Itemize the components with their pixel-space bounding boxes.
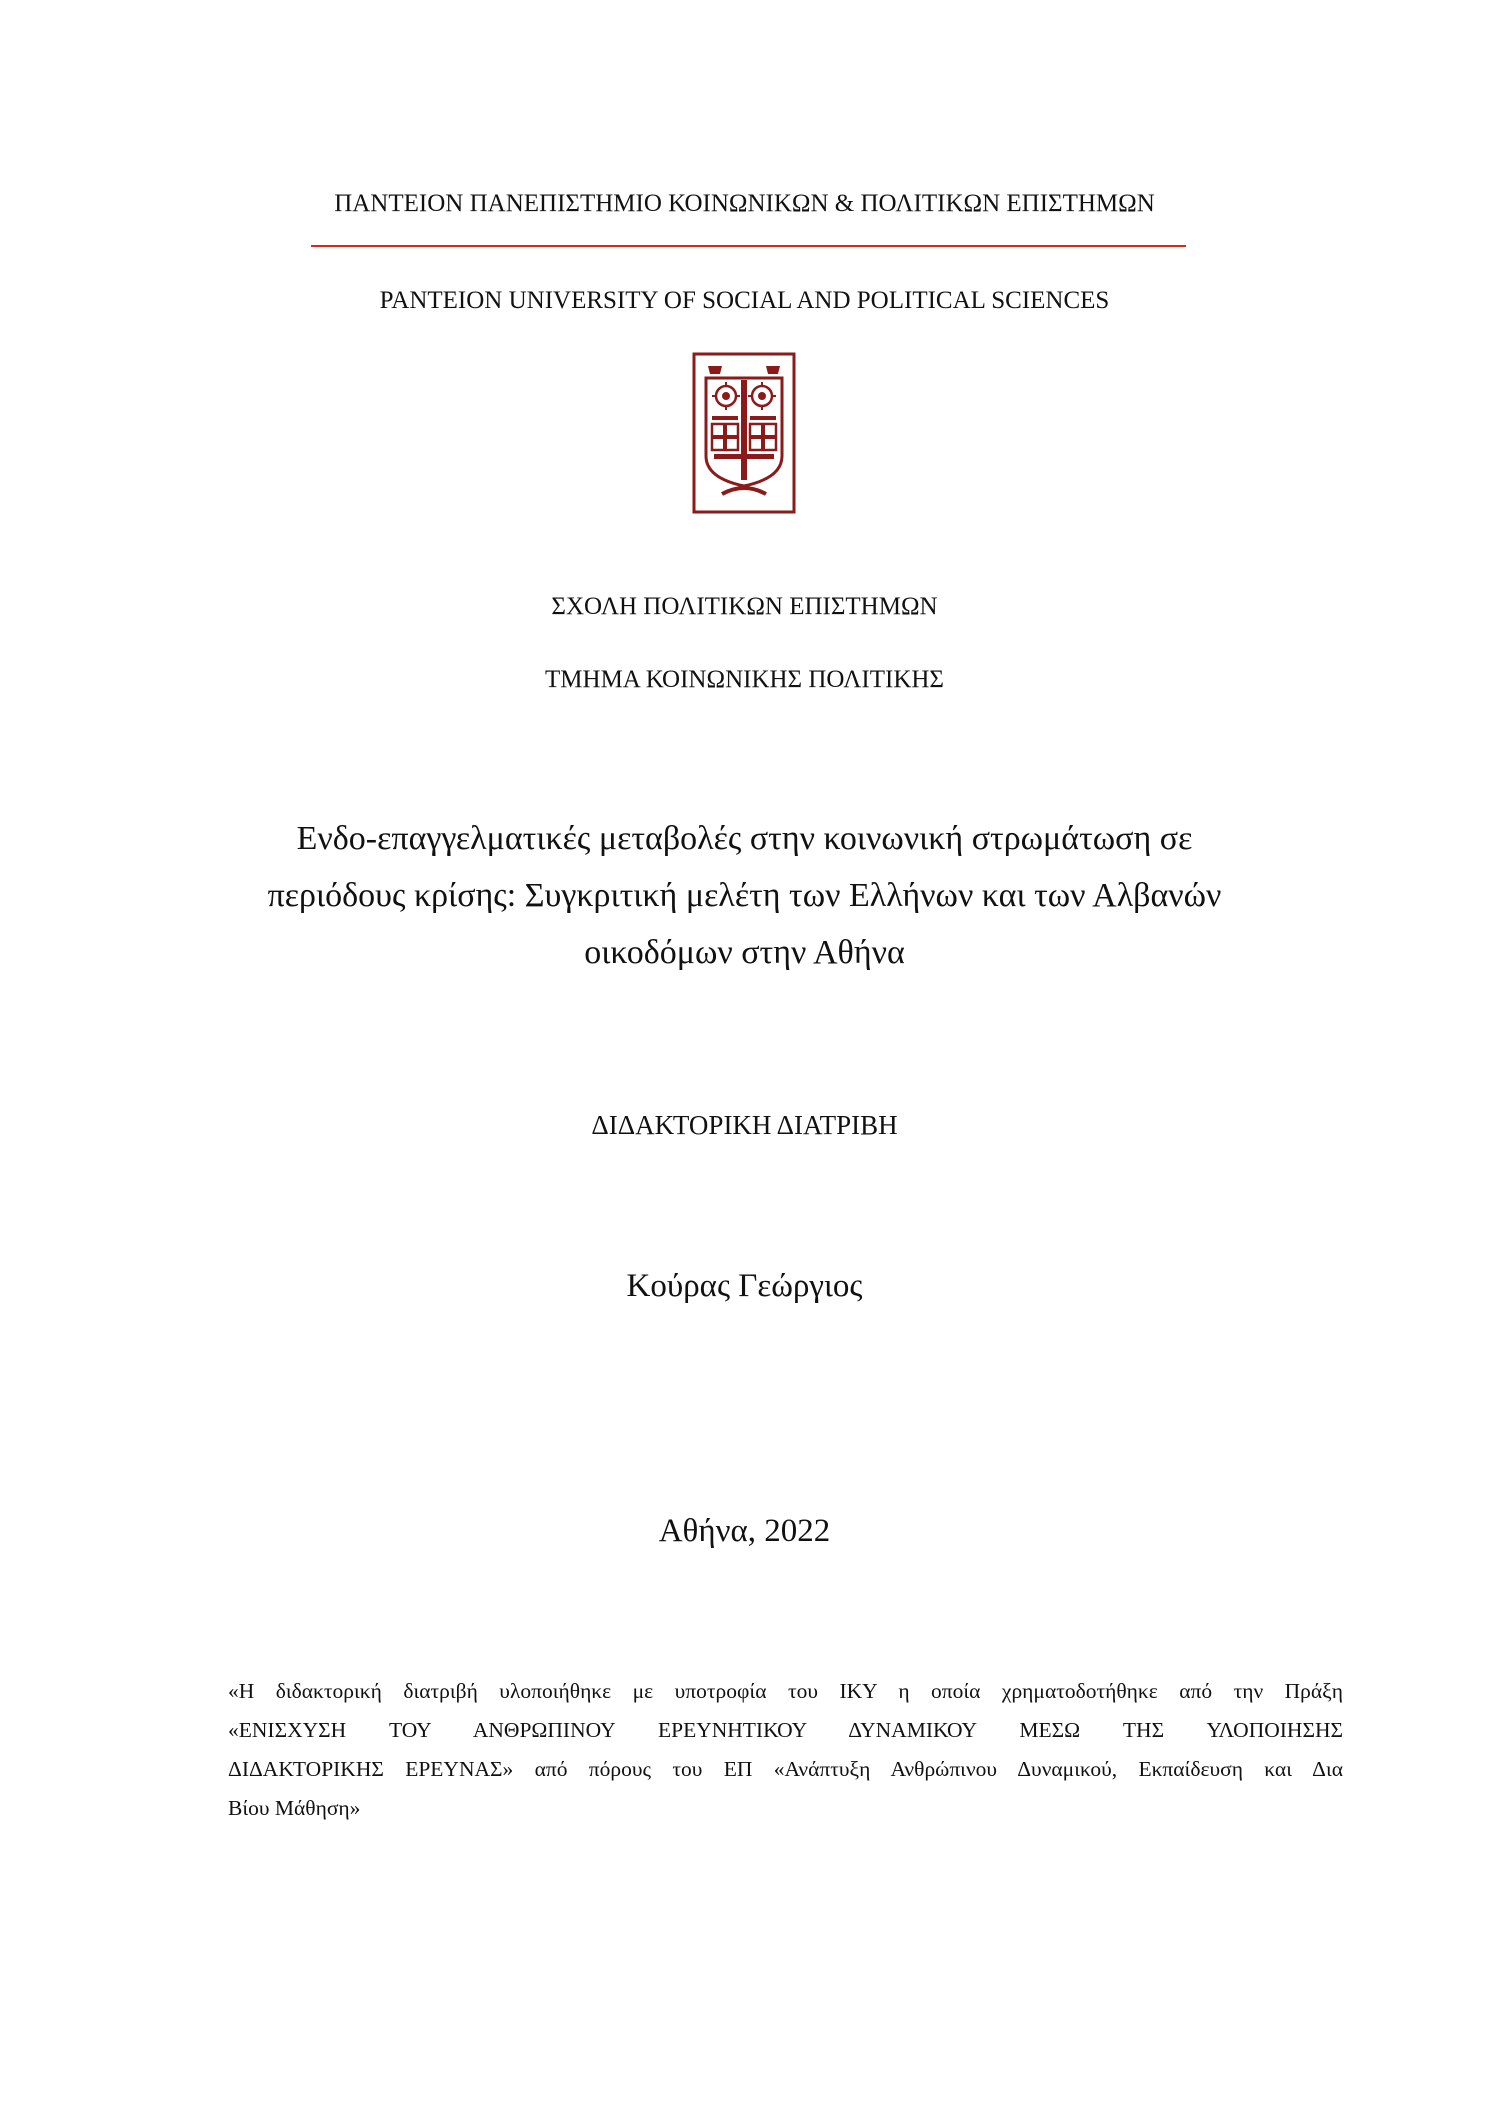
funding-line: ΔΙΔΑΚΤΟΡΙΚΗΣ ΕΡΕΥΝΑΣ» από πόρους του ΕΠ «Ανάπτυξη Ανθρώπινου Δυναμικού, Εκπαίδευση και Δια (228, 1757, 1343, 1781)
thesis-title-line: οικοδόμων στην Αθήνα (584, 934, 905, 971)
thesis-title (0, 810, 1489, 981)
funding-line: «ΕΝΙΣΧΥΣΗ ΤΟΥ ΑΝΘΡΩΠΙΝΟΥ ΕΡΕΥΝΗΤΙΚΟΥ ΔΥΝΑΜΙΚΟΥ ΜΕΣΩ ΤΗΣ ΥΛΟΠΟΙΗΣΗΣ (228, 1718, 1343, 1742)
thesis-title-line: Ενδο-επαγγελματικές μεταβολές στην κοινωνική στρωμάτωση σε (296, 820, 1193, 857)
funding-line: «Η διδακτορική διατριβή υλοποιήθηκε με υποτροφία του ΙΚΥ η οποία χρηματοδοτήθηκε από την Πράξη (228, 1679, 1343, 1703)
university-name-english: PANTEION UNIVERSITY OF SOCIAL AND POLITICAL SCIENCES (379, 287, 1110, 314)
department-name: ΤΜΗΜΑ ΚΟΙΝΩΝΙΚΗΣ ΠΟΛΙΤΙΚΗΣ (545, 666, 944, 693)
thesis-title-line: περιόδους κρίσης: Συγκριτική μελέτη των Ελλήνων και των Αλβανών (267, 877, 1222, 914)
header-divider (311, 245, 1186, 247)
author-name: Κούρας Γεώργιος (626, 1268, 863, 1304)
document-type: ΔΙΔΑΚΤΟΡΙΚΗ ΔΙΑΤΡΙΒΗ (591, 1110, 898, 1140)
school-name: ΣΧΟΛΗ ΠΟΛΙΤΙΚΩΝ ΕΠΙΣΤΗΜΩΝ (551, 593, 938, 620)
place-and-date: Αθήνα, 2022 (658, 1513, 831, 1549)
university-seal-icon (692, 352, 796, 514)
university-name-greek: ΠΑΝΤΕΙΟΝ ΠΑΝΕΠΙΣΤΗΜΙΟ ΚΟΙΝΩΝΙΚΩΝ & ΠΟΛΙΤΙΚΩΝ ΕΠΙΣΤΗΜΩΝ (334, 190, 1155, 217)
funding-line: Βίου Μάθηση» (228, 1796, 361, 1820)
funding-statement (228, 1672, 1343, 1828)
